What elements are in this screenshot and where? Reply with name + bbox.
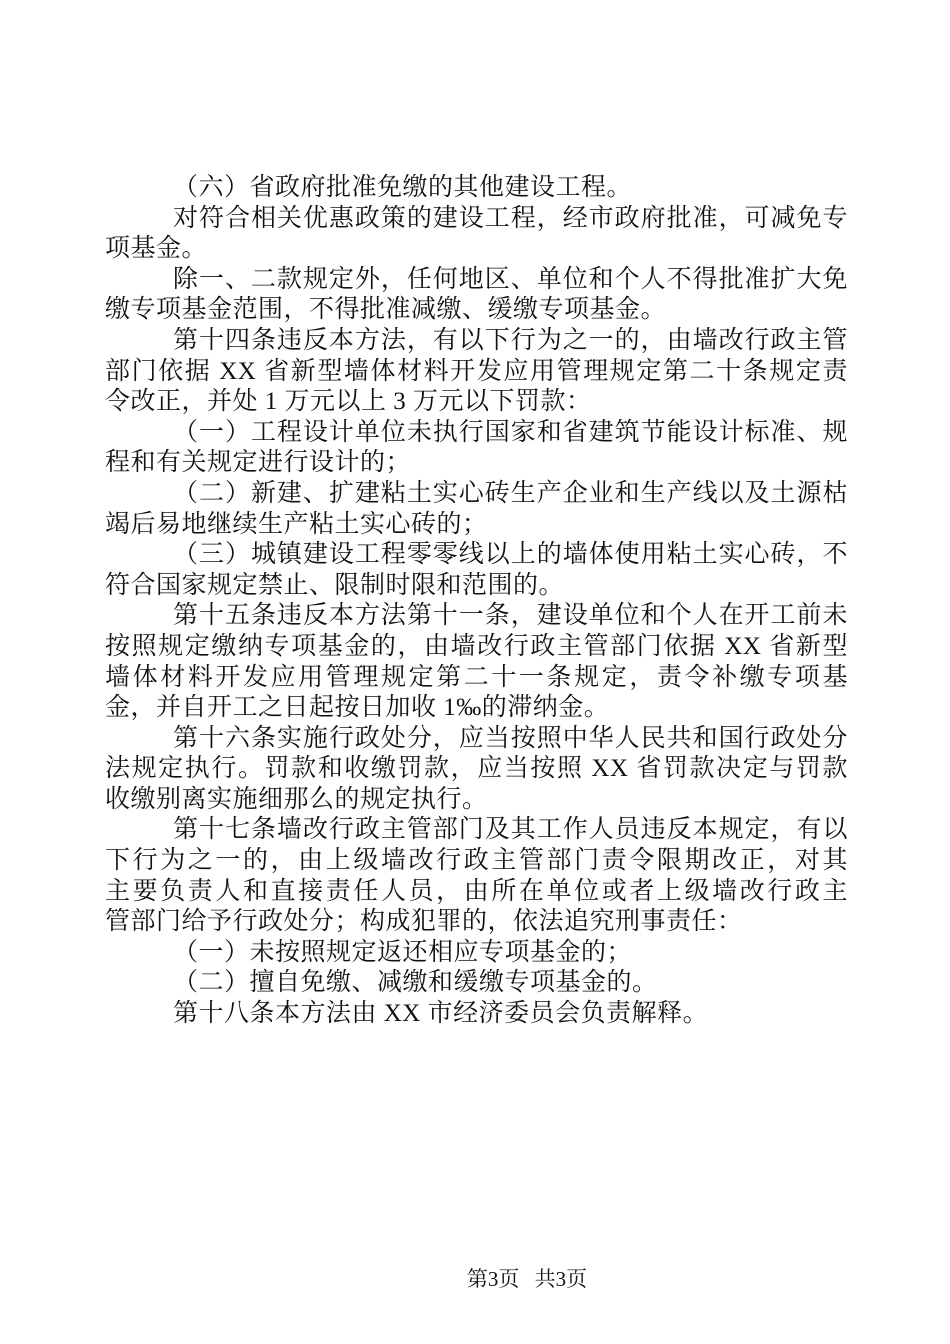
- paragraph: [105, 173, 848, 204]
- paragraph: [105, 204, 848, 265]
- text-line: 法规定执行。罚款和收缴罚款，应当按照 XX 省罚款决定与罚款: [105, 755, 848, 783]
- paragraph: [105, 326, 848, 418]
- page-footer: [105, 1242, 848, 1317]
- text-line: （一）工程设计单位未执行国家和省建筑节能设计标准、规: [173, 418, 848, 446]
- text-line: 符合国家规定禁止、限制时限和范围的。: [105, 571, 565, 599]
- text-line: 管部门给予行政处分；构成犯罪的，依法追究刑事责任：: [105, 908, 743, 936]
- text-line: （三）城镇建设工程零零线以上的墙体使用粘土实心砖，不: [173, 541, 848, 569]
- text-line: 第十八条本方法由 XX 市经济委员会负责解释。: [173, 1000, 709, 1028]
- text-line: 收缴别离实施细那么的规定执行。: [105, 785, 488, 813]
- text-line: 第十五条违反本方法第十一条，建设单位和个人在开工前未: [173, 602, 848, 630]
- text-line: （一）未按照规定返还相应专项基金的；: [173, 938, 633, 966]
- text-line: 除一、二款规定外，任何地区、单位和个人不得批准扩大免: [173, 265, 848, 293]
- text-line: （六）省政府批准免缴的其他建设工程。: [173, 174, 633, 201]
- text-line: （二）新建、扩建粘土实心砖生产企业和生产线以及土源枯: [173, 479, 848, 507]
- paragraph: [105, 540, 848, 601]
- paragraph: [105, 815, 848, 937]
- text-line: 令改正，并处 1 万元以上 3 万元以下罚款：: [105, 388, 592, 416]
- paragraph: [105, 968, 848, 999]
- text-line: 主要负责人和直接责任人员，由所在单位或者上级墙改行政主: [105, 877, 848, 905]
- text-line: 对符合相关优惠政策的建设工程，经市政府批准，可减免专: [173, 204, 848, 232]
- text-line: 第十七条墙改行政主管部门及其工作人员违反本规定，有以: [173, 816, 848, 844]
- paragraph: [105, 418, 848, 479]
- paragraph: [105, 479, 848, 540]
- paragraph: [105, 724, 848, 816]
- text-line: 下行为之一的，由上级墙改行政主管部门责令限期改正，对其: [105, 847, 848, 875]
- text-line: 第十六条实施行政处分，应当按照中华人民共和国行政处分: [173, 724, 848, 752]
- text-line: 按照规定缴纳专项基金的，由墙改行政主管部门依据 XX 省新型: [105, 632, 848, 660]
- document-text: [105, 173, 848, 1030]
- paragraph: [105, 601, 848, 723]
- paragraph: [105, 938, 848, 969]
- text-line: 第十四条违反本方法，有以下行为之一的，由墙改行政主管: [173, 326, 848, 354]
- text-line: 部门依据 XX 省新型墙体材料开发应用管理规定第二十条规定责: [105, 357, 848, 385]
- text-line: 缴专项基金范围，不得批准减缴、缓缴专项基金。: [105, 296, 667, 324]
- text-line: 墙体材料开发应用管理规定第二十一条规定，责令补缴专项基: [105, 663, 848, 691]
- text-line: 项基金。: [105, 235, 208, 263]
- text-line: 金，并自开工之日起按日加收 1‰的滞纳金。: [105, 694, 610, 722]
- paragraph: [105, 265, 848, 326]
- paragraph: [105, 999, 848, 1030]
- text-line: 竭后易地继续生产粘土实心砖的；: [105, 510, 488, 538]
- text-line: （二）擅自免缴、减缴和缓缴专项基金的。: [173, 969, 658, 997]
- text-line: 程和有关规定进行设计的；: [105, 449, 412, 477]
- page-number: 第3页 共3页: [466, 1267, 588, 1291]
